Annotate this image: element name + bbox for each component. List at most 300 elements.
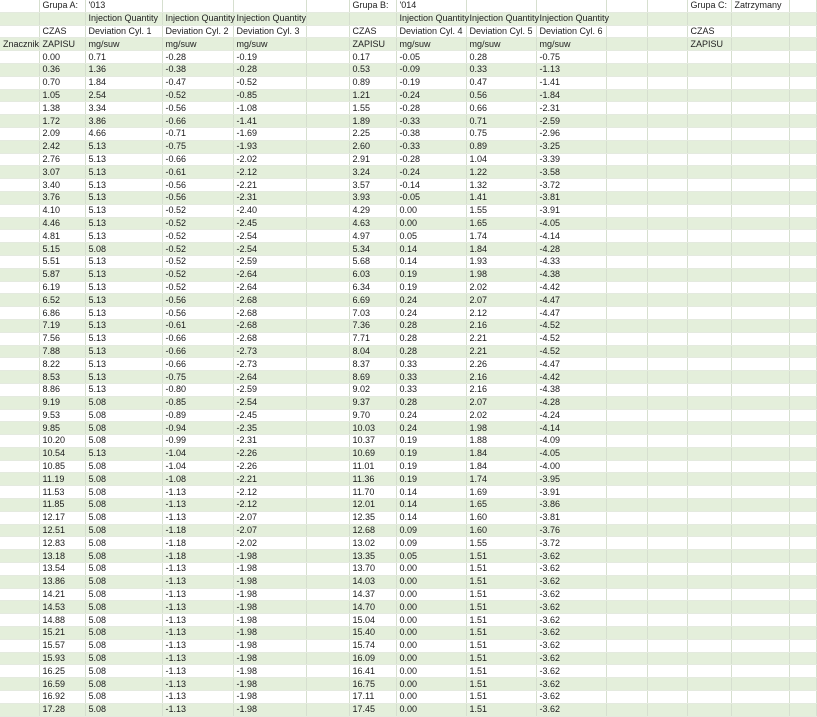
empty-cell[interactable]	[606, 691, 647, 704]
empty-cell[interactable]	[647, 524, 687, 537]
data-cell[interactable]: 4.10	[39, 204, 85, 217]
data-cell[interactable]: -2.73	[233, 358, 306, 371]
empty-cell[interactable]	[731, 409, 789, 422]
empty-cell[interactable]	[647, 281, 687, 294]
empty-cell[interactable]	[789, 268, 816, 281]
empty-cell[interactable]	[606, 166, 647, 179]
data-cell[interactable]: -3.62	[536, 588, 606, 601]
empty-cell[interactable]	[687, 614, 731, 627]
data-cell[interactable]: 1.41	[466, 191, 536, 204]
empty-cell[interactable]	[606, 140, 647, 153]
data-cell[interactable]: 11.36	[349, 473, 396, 486]
empty-cell[interactable]	[687, 307, 731, 320]
empty-cell[interactable]	[789, 537, 816, 550]
empty-cell[interactable]	[647, 358, 687, 371]
data-cell[interactable]: 9.53	[39, 409, 85, 422]
data-cell[interactable]: 0.14	[396, 511, 466, 524]
empty-cell[interactable]	[647, 652, 687, 665]
header-cell[interactable]: Injection Quantity	[396, 12, 466, 25]
empty-cell[interactable]	[606, 396, 647, 409]
empty-cell[interactable]	[306, 281, 349, 294]
empty-cell[interactable]	[606, 51, 647, 64]
data-cell[interactable]: 5.08	[85, 473, 162, 486]
data-cell[interactable]: 2.54	[85, 89, 162, 102]
empty-cell[interactable]	[306, 486, 349, 499]
empty-cell[interactable]	[647, 230, 687, 243]
empty-cell[interactable]	[789, 575, 816, 588]
empty-cell[interactable]	[647, 217, 687, 230]
empty-cell[interactable]	[306, 511, 349, 524]
data-cell[interactable]: 0.19	[396, 447, 466, 460]
empty-cell[interactable]	[606, 371, 647, 384]
data-cell[interactable]: 2.07	[466, 294, 536, 307]
empty-cell[interactable]	[606, 627, 647, 640]
header-cell[interactable]	[306, 12, 349, 25]
data-cell[interactable]: -2.59	[536, 115, 606, 128]
data-cell[interactable]: 10.54	[39, 447, 85, 460]
data-cell[interactable]: -0.99	[162, 435, 233, 448]
data-cell[interactable]: 5.08	[85, 665, 162, 678]
empty-cell[interactable]	[731, 294, 789, 307]
empty-cell[interactable]	[647, 371, 687, 384]
empty-cell[interactable]	[606, 63, 647, 76]
empty-cell[interactable]	[789, 524, 816, 537]
data-cell[interactable]: 0.28	[396, 319, 466, 332]
data-cell[interactable]: 3.76	[39, 191, 85, 204]
empty-cell[interactable]	[606, 435, 647, 448]
data-cell[interactable]: 0.00	[396, 665, 466, 678]
header-cell[interactable]: CZAS	[39, 25, 85, 38]
empty-cell[interactable]	[789, 153, 816, 166]
empty-cell[interactable]	[606, 499, 647, 512]
data-cell[interactable]: 5.08	[85, 422, 162, 435]
empty-cell[interactable]	[0, 358, 39, 371]
data-cell[interactable]: 0.00	[396, 563, 466, 576]
data-cell[interactable]: 0.33	[466, 63, 536, 76]
data-cell[interactable]: 1.51	[466, 665, 536, 678]
data-cell[interactable]: -1.98	[233, 575, 306, 588]
header-cell[interactable]: ZAPISU	[687, 38, 731, 51]
empty-cell[interactable]	[306, 396, 349, 409]
empty-cell[interactable]	[306, 460, 349, 473]
empty-cell[interactable]	[687, 665, 731, 678]
empty-cell[interactable]	[647, 63, 687, 76]
data-cell[interactable]: -1.93	[233, 140, 306, 153]
data-cell[interactable]: 12.83	[39, 537, 85, 550]
empty-cell[interactable]	[789, 281, 816, 294]
data-cell[interactable]: 0.28	[466, 51, 536, 64]
empty-cell[interactable]	[731, 499, 789, 512]
data-cell[interactable]: 9.85	[39, 422, 85, 435]
empty-cell[interactable]	[789, 179, 816, 192]
data-cell[interactable]: 1.98	[466, 422, 536, 435]
empty-cell[interactable]	[606, 524, 647, 537]
header-cell[interactable]: '013	[85, 0, 162, 12]
empty-cell[interactable]	[789, 588, 816, 601]
empty-cell[interactable]	[687, 217, 731, 230]
empty-cell[interactable]	[687, 127, 731, 140]
data-cell[interactable]: -2.68	[233, 307, 306, 320]
empty-cell[interactable]	[687, 76, 731, 89]
data-cell[interactable]: 2.07	[466, 396, 536, 409]
empty-cell[interactable]	[606, 601, 647, 614]
data-cell[interactable]: 0.19	[396, 281, 466, 294]
empty-cell[interactable]	[731, 703, 789, 716]
empty-cell[interactable]	[606, 345, 647, 358]
empty-cell[interactable]	[789, 409, 816, 422]
empty-cell[interactable]	[789, 550, 816, 563]
data-cell[interactable]: -4.52	[536, 332, 606, 345]
data-cell[interactable]: -1.98	[233, 652, 306, 665]
empty-cell[interactable]	[0, 115, 39, 128]
data-cell[interactable]: -1.13	[162, 588, 233, 601]
header-cell[interactable]	[731, 12, 789, 25]
empty-cell[interactable]	[789, 473, 816, 486]
data-cell[interactable]: -4.47	[536, 358, 606, 371]
data-cell[interactable]: 5.13	[85, 166, 162, 179]
empty-cell[interactable]	[687, 115, 731, 128]
empty-cell[interactable]	[306, 409, 349, 422]
empty-cell[interactable]	[306, 140, 349, 153]
data-cell[interactable]: 0.66	[466, 102, 536, 115]
header-cell[interactable]	[731, 38, 789, 51]
data-cell[interactable]: 5.08	[85, 575, 162, 588]
empty-cell[interactable]	[0, 614, 39, 627]
data-cell[interactable]: 2.60	[349, 140, 396, 153]
empty-cell[interactable]	[731, 191, 789, 204]
empty-cell[interactable]	[731, 179, 789, 192]
data-cell[interactable]: 12.01	[349, 499, 396, 512]
empty-cell[interactable]	[789, 460, 816, 473]
header-cell[interactable]: Zatrzymany	[731, 0, 789, 12]
data-cell[interactable]: 7.56	[39, 332, 85, 345]
data-cell[interactable]: 5.08	[85, 460, 162, 473]
empty-cell[interactable]	[647, 140, 687, 153]
header-cell[interactable]	[789, 0, 816, 12]
data-cell[interactable]: -0.75	[162, 140, 233, 153]
header-cell[interactable]: mg/suw	[466, 38, 536, 51]
empty-cell[interactable]	[647, 115, 687, 128]
data-cell[interactable]: -0.56	[162, 102, 233, 115]
data-cell[interactable]: 6.19	[39, 281, 85, 294]
data-cell[interactable]: 0.00	[396, 588, 466, 601]
data-cell[interactable]: 5.68	[349, 255, 396, 268]
data-cell[interactable]: 14.70	[349, 601, 396, 614]
data-cell[interactable]: 8.22	[39, 358, 85, 371]
data-cell[interactable]: -0.66	[162, 115, 233, 128]
data-cell[interactable]: 16.41	[349, 665, 396, 678]
data-cell[interactable]: 5.13	[85, 255, 162, 268]
data-cell[interactable]: 1.51	[466, 652, 536, 665]
empty-cell[interactable]	[647, 435, 687, 448]
data-cell[interactable]: 13.18	[39, 550, 85, 563]
data-cell[interactable]: 5.08	[85, 678, 162, 691]
empty-cell[interactable]	[687, 499, 731, 512]
data-cell[interactable]: 10.03	[349, 422, 396, 435]
empty-cell[interactable]	[0, 447, 39, 460]
data-cell[interactable]: -3.62	[536, 691, 606, 704]
empty-cell[interactable]	[789, 435, 816, 448]
data-cell[interactable]: 11.70	[349, 486, 396, 499]
header-cell[interactable]	[349, 12, 396, 25]
data-cell[interactable]: 9.37	[349, 396, 396, 409]
data-cell[interactable]: 1.21	[349, 89, 396, 102]
data-cell[interactable]: 1.74	[466, 230, 536, 243]
header-cell[interactable]: Injection Quantity	[85, 12, 162, 25]
empty-cell[interactable]	[789, 601, 816, 614]
data-cell[interactable]: 1.93	[466, 255, 536, 268]
data-cell[interactable]: 14.37	[349, 588, 396, 601]
data-cell[interactable]: -4.14	[536, 230, 606, 243]
empty-cell[interactable]	[731, 230, 789, 243]
empty-cell[interactable]	[0, 230, 39, 243]
data-cell[interactable]: -1.13	[162, 691, 233, 704]
data-cell[interactable]: 0.17	[349, 51, 396, 64]
empty-cell[interactable]	[731, 115, 789, 128]
data-cell[interactable]: 3.34	[85, 102, 162, 115]
data-cell[interactable]: -1.13	[162, 703, 233, 716]
empty-cell[interactable]	[789, 511, 816, 524]
data-cell[interactable]: 0.33	[396, 371, 466, 384]
empty-cell[interactable]	[687, 678, 731, 691]
data-cell[interactable]: 2.91	[349, 153, 396, 166]
empty-cell[interactable]	[306, 371, 349, 384]
data-cell[interactable]: 5.13	[85, 447, 162, 460]
empty-cell[interactable]	[306, 268, 349, 281]
empty-cell[interactable]	[647, 102, 687, 115]
data-cell[interactable]: 9.70	[349, 409, 396, 422]
empty-cell[interactable]	[731, 665, 789, 678]
empty-cell[interactable]	[687, 345, 731, 358]
empty-cell[interactable]	[731, 691, 789, 704]
data-cell[interactable]: -1.98	[233, 550, 306, 563]
data-cell[interactable]: 0.24	[396, 422, 466, 435]
empty-cell[interactable]	[687, 140, 731, 153]
empty-cell[interactable]	[306, 255, 349, 268]
header-cell[interactable]	[39, 12, 85, 25]
empty-cell[interactable]	[0, 473, 39, 486]
empty-cell[interactable]	[606, 703, 647, 716]
header-cell[interactable]	[0, 25, 39, 38]
data-cell[interactable]: 0.14	[396, 486, 466, 499]
data-cell[interactable]: 1.65	[466, 499, 536, 512]
empty-cell[interactable]	[687, 563, 731, 576]
header-cell[interactable]	[789, 12, 816, 25]
empty-cell[interactable]	[0, 422, 39, 435]
empty-cell[interactable]	[731, 307, 789, 320]
empty-cell[interactable]	[731, 345, 789, 358]
data-cell[interactable]: -3.95	[536, 473, 606, 486]
empty-cell[interactable]	[0, 127, 39, 140]
data-cell[interactable]: -0.14	[396, 179, 466, 192]
empty-cell[interactable]	[687, 639, 731, 652]
empty-cell[interactable]	[306, 243, 349, 256]
empty-cell[interactable]	[789, 678, 816, 691]
data-cell[interactable]: -3.62	[536, 627, 606, 640]
empty-cell[interactable]	[606, 409, 647, 422]
data-cell[interactable]: 0.00	[396, 691, 466, 704]
empty-cell[interactable]	[687, 294, 731, 307]
empty-cell[interactable]	[789, 204, 816, 217]
empty-cell[interactable]	[0, 524, 39, 537]
empty-cell[interactable]	[306, 166, 349, 179]
data-cell[interactable]: 16.92	[39, 691, 85, 704]
data-cell[interactable]: 2.76	[39, 153, 85, 166]
data-cell[interactable]: -3.25	[536, 140, 606, 153]
data-cell[interactable]: -4.00	[536, 460, 606, 473]
data-cell[interactable]: 5.13	[85, 294, 162, 307]
data-cell[interactable]: 1.84	[466, 460, 536, 473]
empty-cell[interactable]	[789, 703, 816, 716]
data-cell[interactable]: 5.13	[85, 332, 162, 345]
data-cell[interactable]: 1.05	[39, 89, 85, 102]
data-cell[interactable]: 0.05	[396, 230, 466, 243]
empty-cell[interactable]	[306, 524, 349, 537]
data-cell[interactable]: 0.19	[396, 473, 466, 486]
empty-cell[interactable]	[687, 153, 731, 166]
data-cell[interactable]: -3.39	[536, 153, 606, 166]
data-cell[interactable]: 0.28	[396, 332, 466, 345]
empty-cell[interactable]	[0, 63, 39, 76]
data-cell[interactable]: 0.19	[396, 460, 466, 473]
data-cell[interactable]: -0.75	[536, 51, 606, 64]
empty-cell[interactable]	[789, 243, 816, 256]
data-cell[interactable]: -4.05	[536, 217, 606, 230]
empty-cell[interactable]	[606, 319, 647, 332]
empty-cell[interactable]	[789, 115, 816, 128]
data-cell[interactable]: -1.04	[162, 460, 233, 473]
data-cell[interactable]: -2.31	[233, 435, 306, 448]
data-cell[interactable]: -2.31	[233, 191, 306, 204]
empty-cell[interactable]	[731, 332, 789, 345]
data-cell[interactable]: -3.72	[536, 179, 606, 192]
data-cell[interactable]: 6.03	[349, 268, 396, 281]
data-cell[interactable]: 5.08	[85, 703, 162, 716]
data-cell[interactable]: 5.13	[85, 371, 162, 384]
empty-cell[interactable]	[306, 627, 349, 640]
data-cell[interactable]: 0.00	[396, 217, 466, 230]
data-cell[interactable]: 13.86	[39, 575, 85, 588]
header-cell[interactable]	[0, 12, 39, 25]
empty-cell[interactable]	[687, 371, 731, 384]
data-cell[interactable]: -1.13	[162, 563, 233, 576]
data-cell[interactable]: 12.68	[349, 524, 396, 537]
empty-cell[interactable]	[789, 652, 816, 665]
data-cell[interactable]: -2.59	[233, 383, 306, 396]
empty-cell[interactable]	[687, 652, 731, 665]
data-cell[interactable]: -0.75	[162, 371, 233, 384]
header-cell[interactable]: Injection Quantity	[233, 12, 306, 25]
empty-cell[interactable]	[731, 319, 789, 332]
data-cell[interactable]: 5.13	[85, 140, 162, 153]
empty-cell[interactable]	[0, 89, 39, 102]
data-cell[interactable]: 0.00	[396, 627, 466, 640]
empty-cell[interactable]	[606, 255, 647, 268]
data-cell[interactable]: 0.00	[396, 601, 466, 614]
empty-cell[interactable]	[731, 268, 789, 281]
empty-cell[interactable]	[731, 639, 789, 652]
data-cell[interactable]: 11.53	[39, 486, 85, 499]
empty-cell[interactable]	[647, 460, 687, 473]
data-cell[interactable]: 15.21	[39, 627, 85, 640]
empty-cell[interactable]	[789, 255, 816, 268]
empty-cell[interactable]	[789, 63, 816, 76]
data-cell[interactable]: -0.66	[162, 153, 233, 166]
data-cell[interactable]: -1.13	[162, 665, 233, 678]
empty-cell[interactable]	[0, 435, 39, 448]
empty-cell[interactable]	[647, 332, 687, 345]
empty-cell[interactable]	[687, 396, 731, 409]
data-cell[interactable]: 5.13	[85, 230, 162, 243]
data-cell[interactable]: -2.59	[233, 255, 306, 268]
empty-cell[interactable]	[731, 358, 789, 371]
data-cell[interactable]: 0.00	[396, 614, 466, 627]
data-cell[interactable]: 1.04	[466, 153, 536, 166]
data-cell[interactable]: -0.52	[162, 89, 233, 102]
data-cell[interactable]: 5.08	[85, 639, 162, 652]
empty-cell[interactable]	[606, 332, 647, 345]
empty-cell[interactable]	[0, 665, 39, 678]
data-cell[interactable]: 1.32	[466, 179, 536, 192]
data-cell[interactable]: 1.51	[466, 691, 536, 704]
data-cell[interactable]: 2.26	[466, 358, 536, 371]
data-cell[interactable]: -1.13	[162, 614, 233, 627]
data-cell[interactable]: -3.72	[536, 537, 606, 550]
header-cell[interactable]: mg/suw	[162, 38, 233, 51]
data-cell[interactable]: 0.14	[396, 499, 466, 512]
data-cell[interactable]: 16.25	[39, 665, 85, 678]
empty-cell[interactable]	[606, 652, 647, 665]
empty-cell[interactable]	[647, 614, 687, 627]
empty-cell[interactable]	[731, 153, 789, 166]
data-cell[interactable]: 0.00	[396, 639, 466, 652]
data-cell[interactable]: 15.74	[349, 639, 396, 652]
data-cell[interactable]: -3.86	[536, 499, 606, 512]
data-cell[interactable]: 4.46	[39, 217, 85, 230]
empty-cell[interactable]	[731, 601, 789, 614]
empty-cell[interactable]	[0, 627, 39, 640]
data-cell[interactable]: 0.00	[396, 575, 466, 588]
header-cell[interactable]: Injection Quantity	[536, 12, 606, 25]
empty-cell[interactable]	[789, 447, 816, 460]
data-cell[interactable]: 2.42	[39, 140, 85, 153]
data-cell[interactable]: -3.62	[536, 639, 606, 652]
data-cell[interactable]: -3.62	[536, 678, 606, 691]
data-cell[interactable]: 5.08	[85, 550, 162, 563]
data-cell[interactable]: 1.36	[85, 63, 162, 76]
data-cell[interactable]: 1.51	[466, 678, 536, 691]
empty-cell[interactable]	[606, 383, 647, 396]
data-cell[interactable]: -2.12	[233, 166, 306, 179]
data-cell[interactable]: 10.20	[39, 435, 85, 448]
empty-cell[interactable]	[731, 627, 789, 640]
empty-cell[interactable]	[306, 179, 349, 192]
empty-cell[interactable]	[306, 678, 349, 691]
data-cell[interactable]: 0.00	[396, 652, 466, 665]
empty-cell[interactable]	[647, 409, 687, 422]
header-cell[interactable]	[466, 0, 536, 12]
data-cell[interactable]: 1.51	[466, 627, 536, 640]
empty-cell[interactable]	[687, 588, 731, 601]
data-cell[interactable]: -2.45	[233, 217, 306, 230]
empty-cell[interactable]	[647, 294, 687, 307]
empty-cell[interactable]	[687, 268, 731, 281]
empty-cell[interactable]	[789, 345, 816, 358]
data-cell[interactable]: -1.13	[162, 601, 233, 614]
empty-cell[interactable]	[687, 422, 731, 435]
empty-cell[interactable]	[306, 550, 349, 563]
data-cell[interactable]: 1.74	[466, 473, 536, 486]
